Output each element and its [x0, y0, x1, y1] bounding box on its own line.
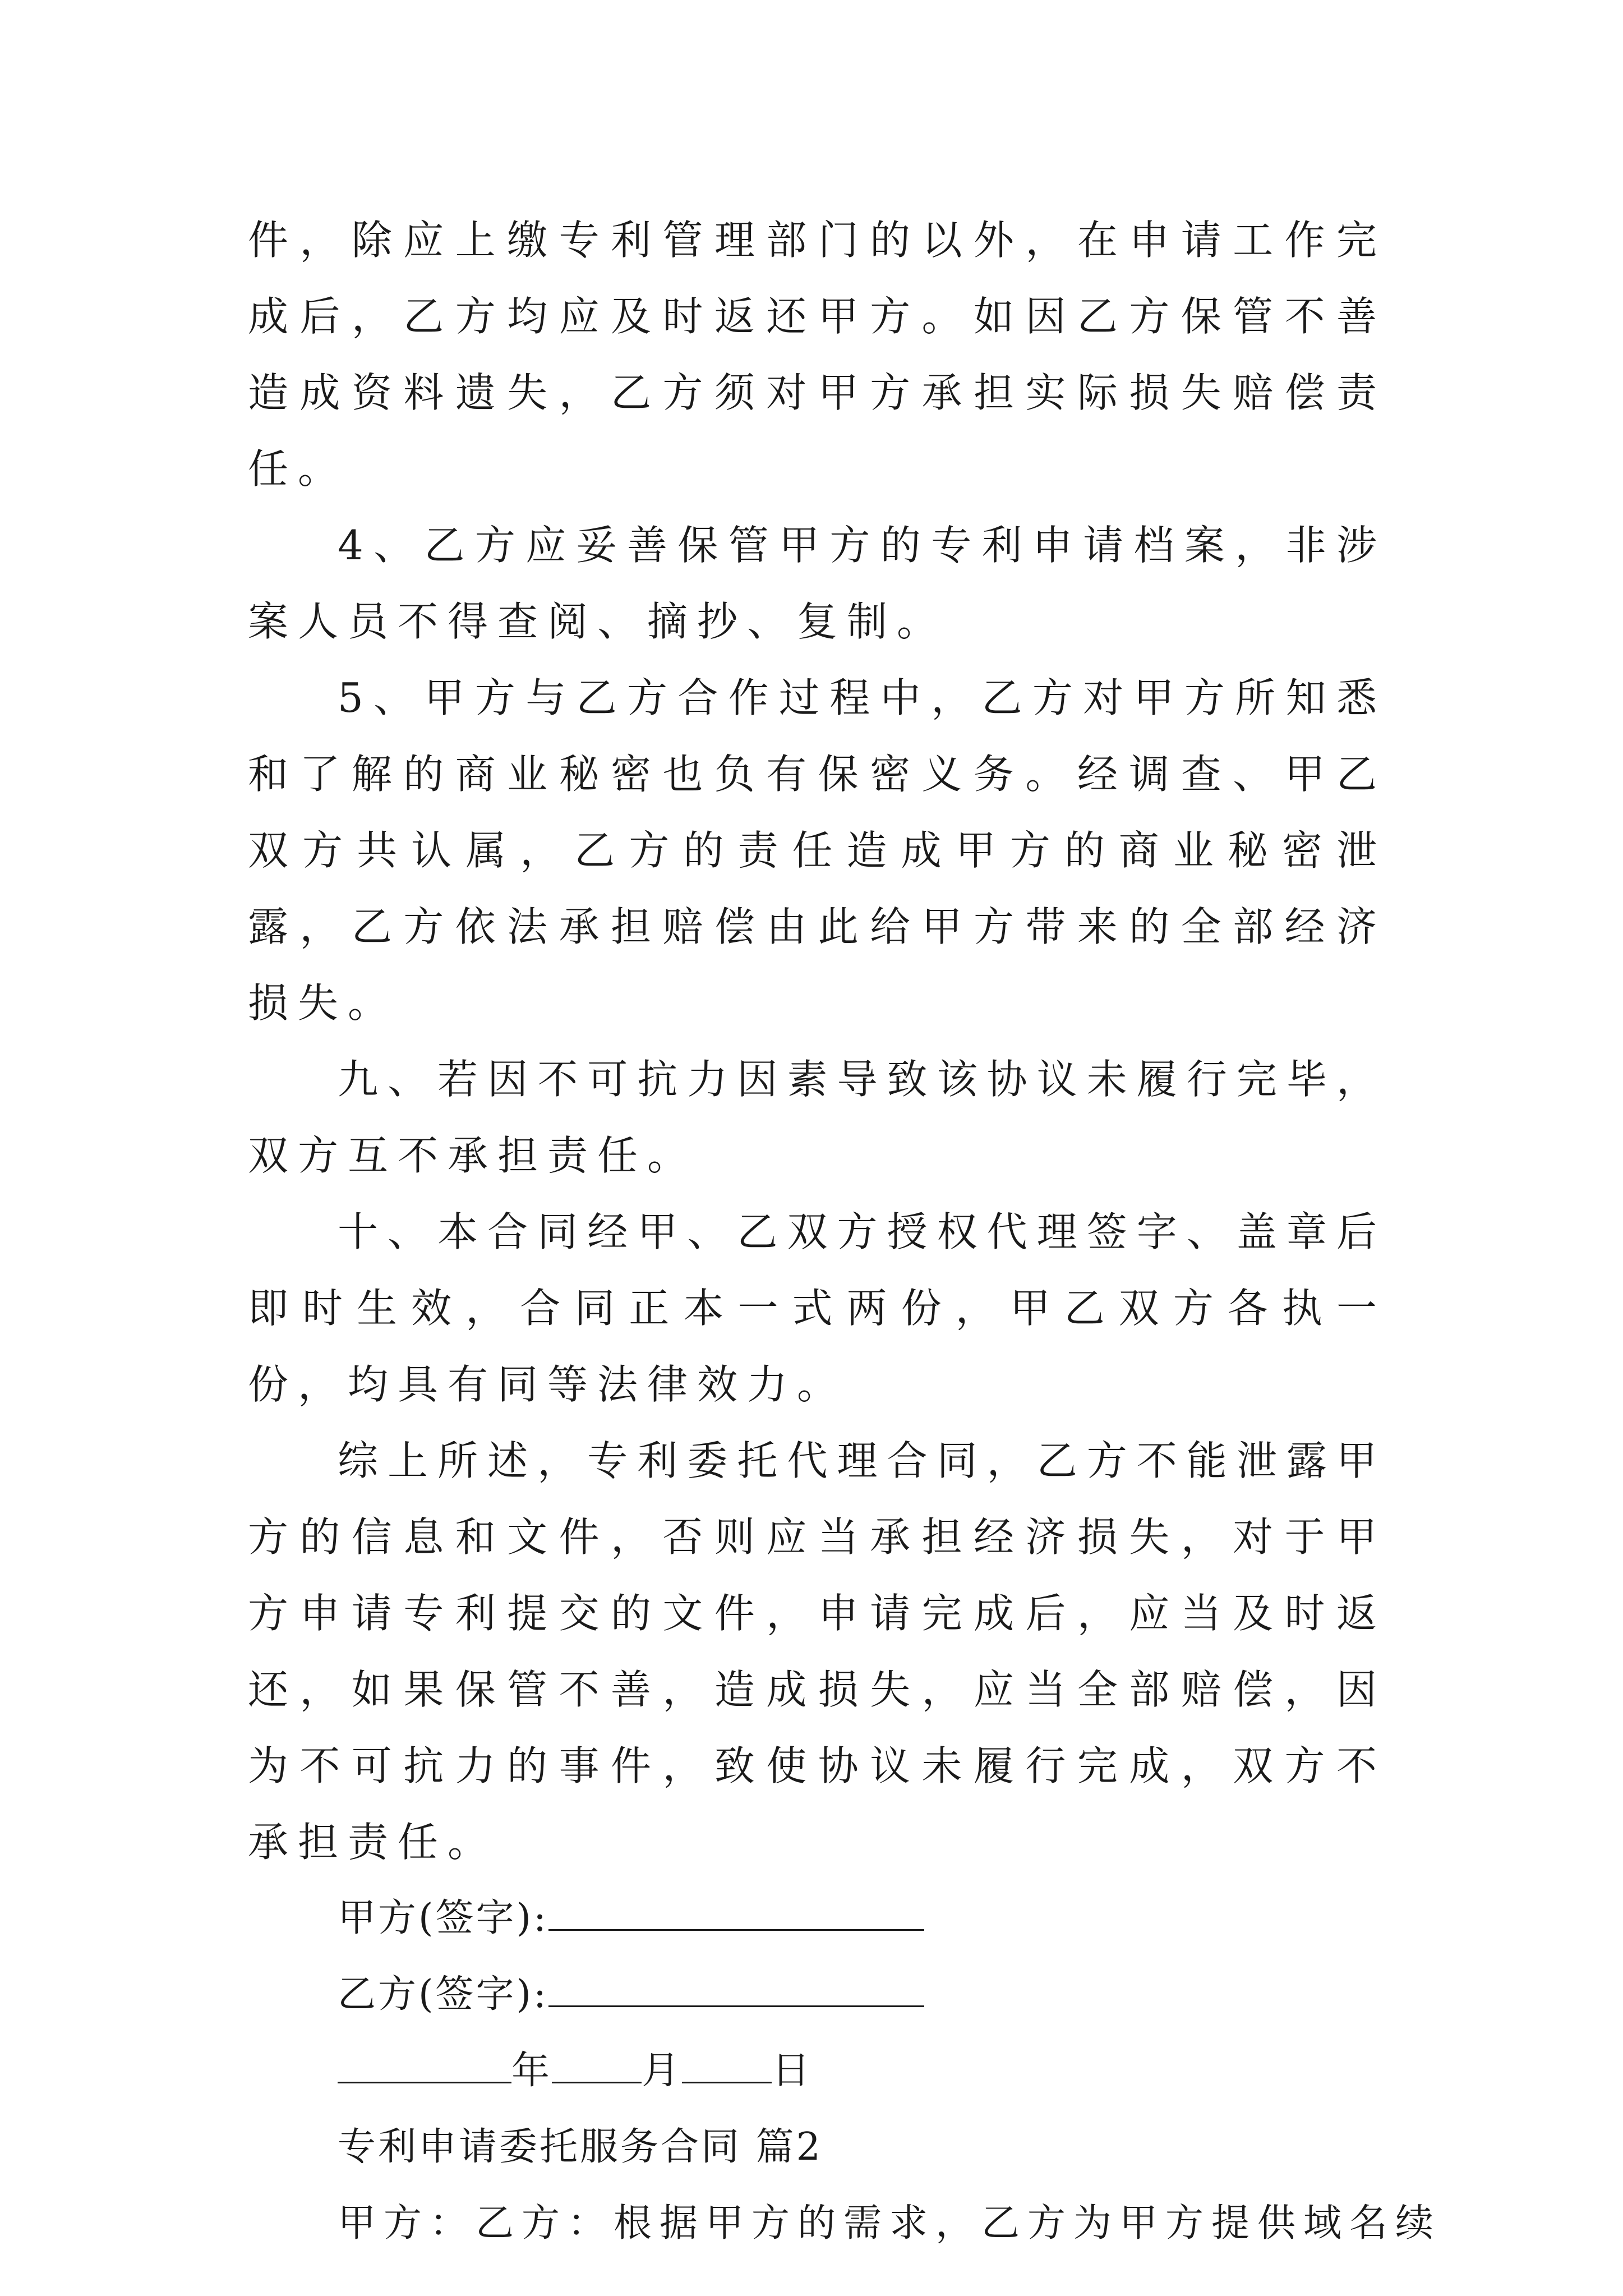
party-b-label: 乙方(签字): — [338, 1972, 548, 2017]
month-label: 月 — [642, 2049, 683, 2093]
document-page — [248, 202, 1442, 2262]
party-b-signature — [248, 1957, 1386, 2033]
party-a-signature-blank[interactable] — [548, 1897, 924, 1931]
paragraph-3: 5、甲方与乙方合作过程中，乙方对甲方所知悉和了解的商业秘密也负有保密义务。经调查、甲乙双方共认属，乙方的责任造成甲方的商业秘密泄露，乙方依法承担赔偿由此给甲方带来的全部经济损失。 — [248, 674, 1386, 1027]
year-label: 年 — [511, 2049, 552, 2093]
section-2-first-line: 甲方：乙方：根据甲方的需求，乙方为甲方提供域名续 — [338, 2201, 1442, 2246]
party-a-signature — [248, 1880, 1386, 1957]
day-blank[interactable] — [682, 2049, 772, 2083]
party-b-signature-blank[interactable] — [548, 1973, 924, 2007]
year-blank[interactable] — [338, 2049, 511, 2083]
paragraph-6: 综上所述，专利委托代理合同，乙方不能泄露甲方的信息和文件，否则应当承担经济损失，对于甲方申请专利提交的文件，申请完成后，应当及时返还，如果保管不善，造成损失，应当全部赔偿，因为不可抗力的事件，致使协议未履行完成，双方不承担责任。 — [248, 1437, 1386, 1866]
paragraph-2: 4、乙方应妥善保管甲方的专利申请档案，非涉案人员不得查阅、摘抄、复制。 — [248, 522, 1386, 645]
month-blank[interactable] — [552, 2049, 642, 2083]
paragraph-1: 件，除应上缴专利管理部门的以外，在申请工作完成后，乙方均应及时返还甲方。如因乙方保管不善造成资料遗失，乙方须对甲方承担实际损失赔偿责任。 — [248, 217, 1386, 493]
section-2-title: 专利申请委托服务合同 篇2 — [338, 2125, 823, 2169]
paragraph-4: 九、若因不可抗力因素导致该协议未履行完毕，双方互不承担责任。 — [248, 1056, 1386, 1179]
party-a-label: 甲方(签字): — [338, 1896, 548, 1940]
date-line — [248, 2033, 1386, 2109]
paragraph-5: 十、本合同经甲、乙双方授权代理签字、盖章后即时生效，合同正本一式两份，甲乙双方各执一份，均具有同等法律效力。 — [248, 1208, 1386, 1408]
day-label: 日 — [772, 2049, 813, 2093]
